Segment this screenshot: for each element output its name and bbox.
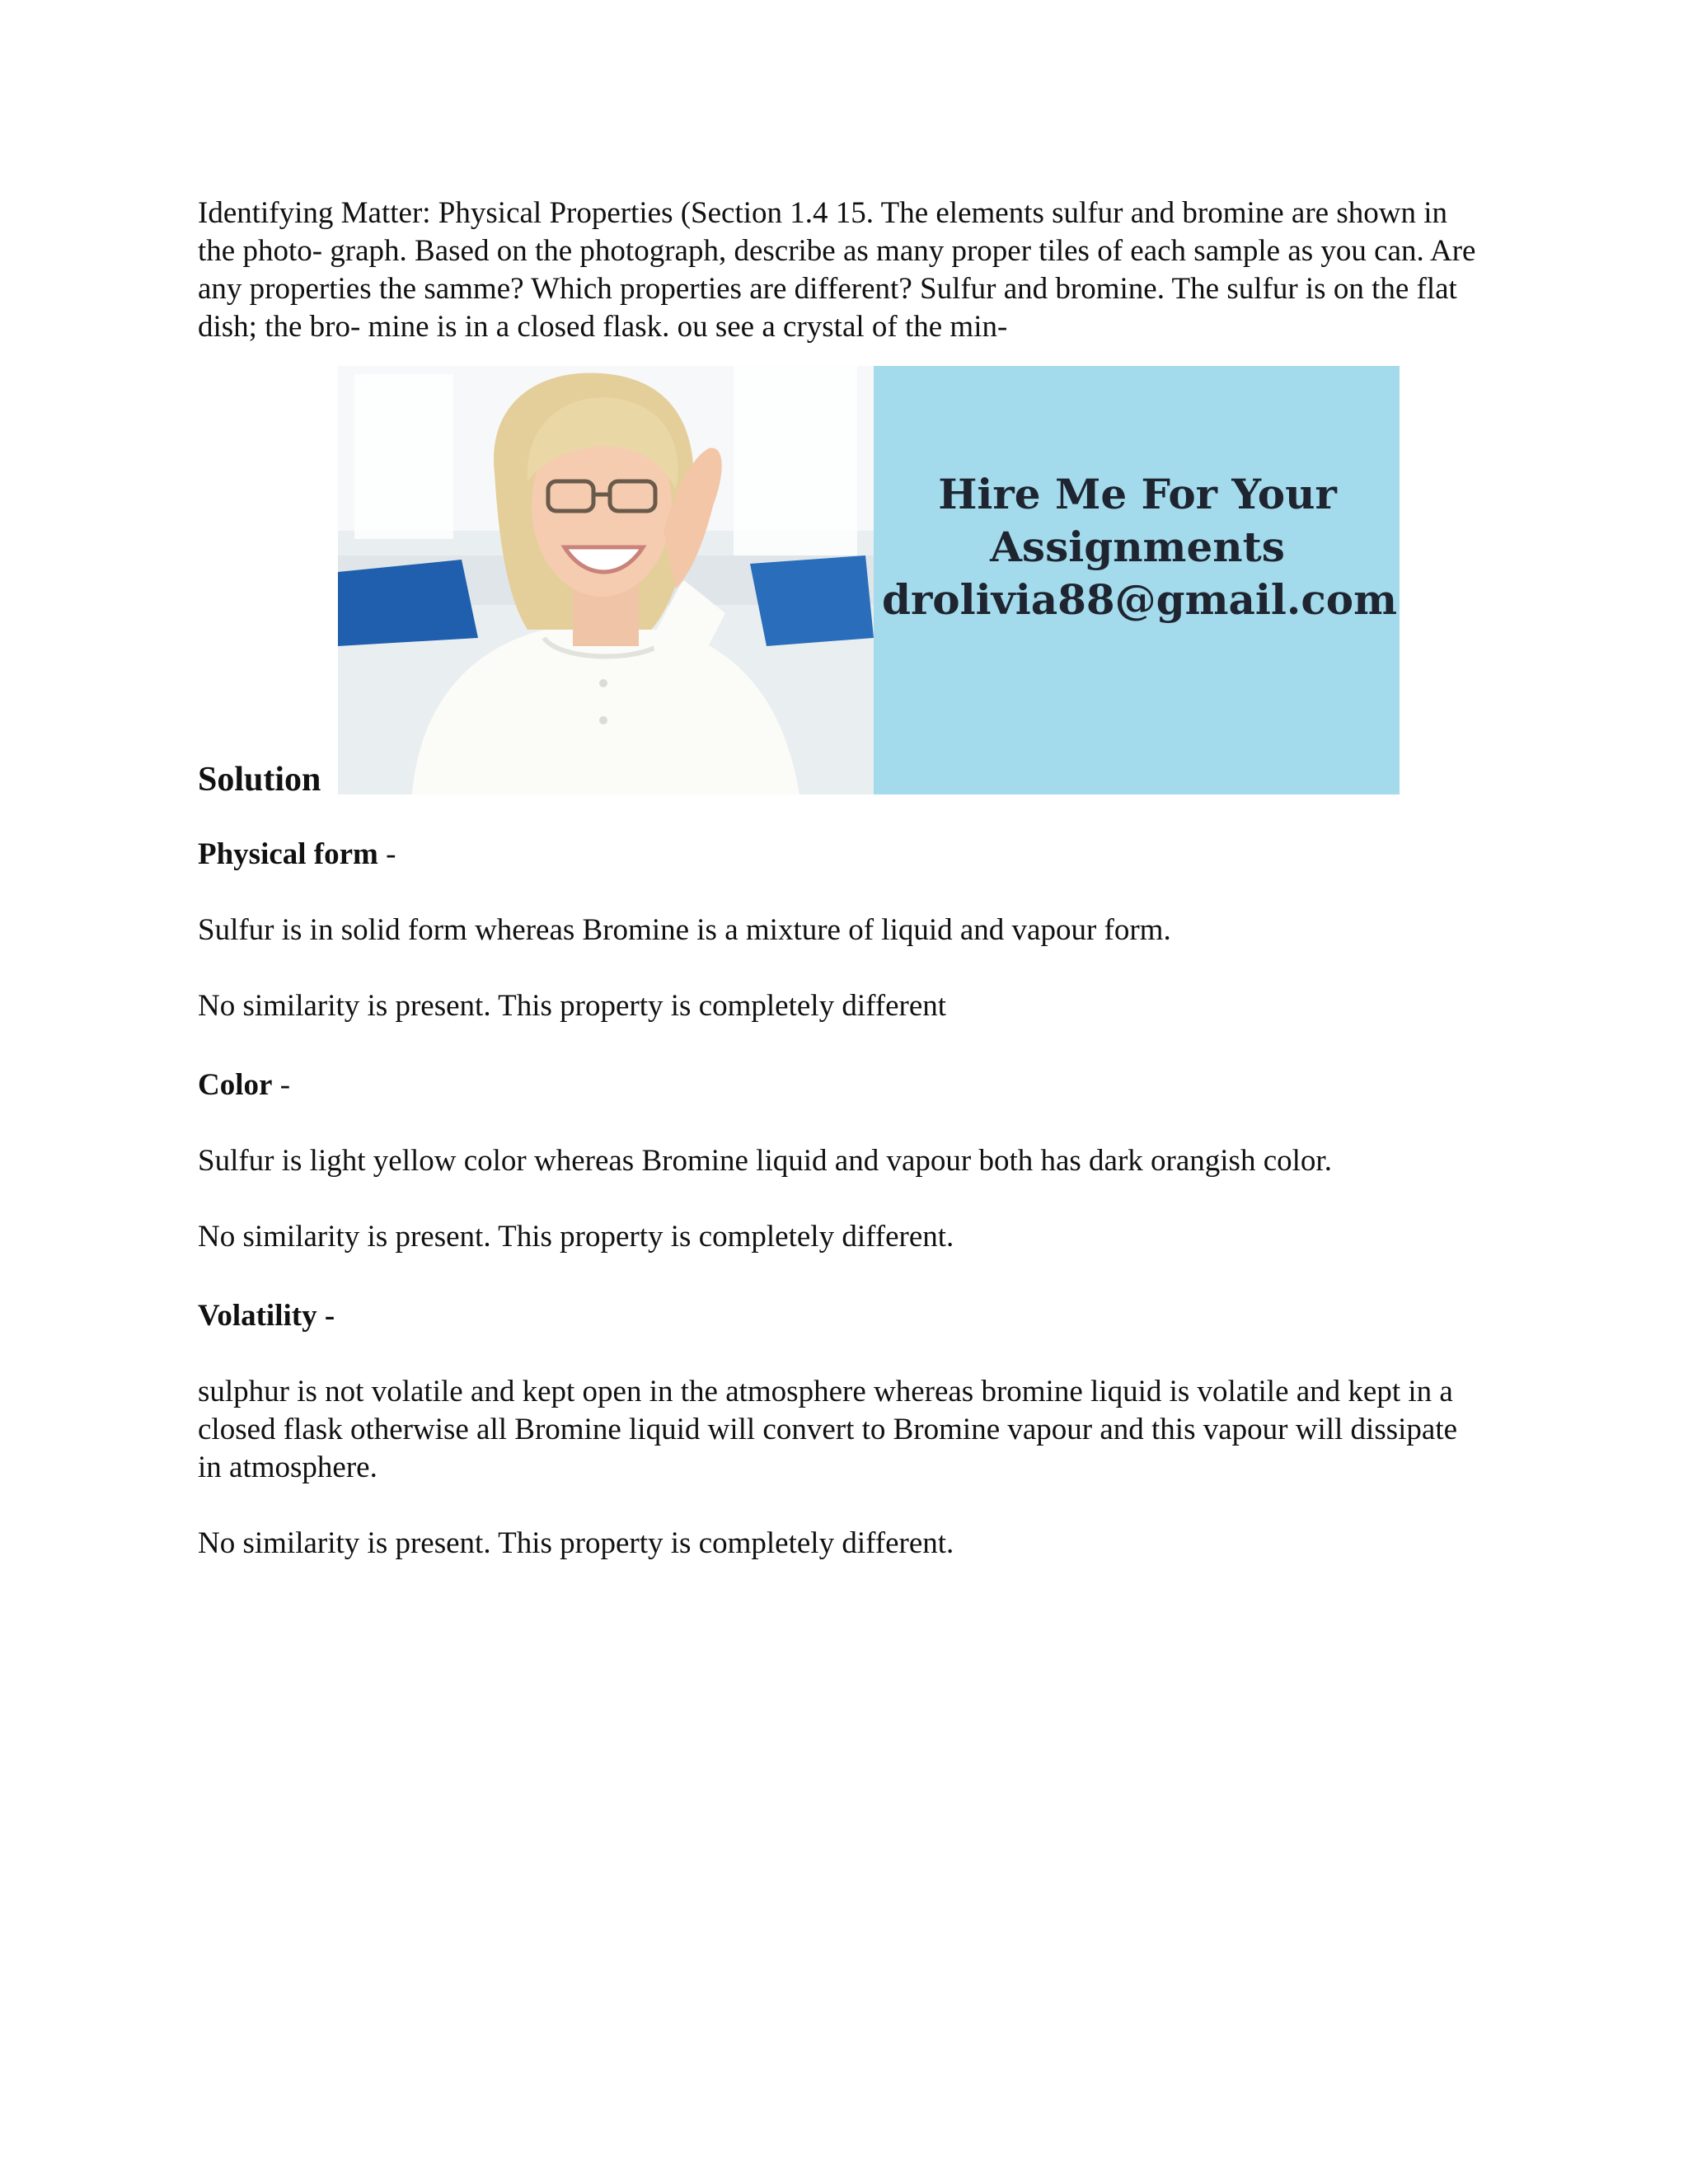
ad-line-hire: Hire Me For Your [938,470,1337,518]
paragraph: No similarity is present. This property is completely different [198,989,947,1023]
section-heading-volatility [198,1297,1484,1335]
section-dash: - [316,1299,335,1333]
ad-line-assignments: Assignments [990,523,1285,571]
advertisement-text [882,468,1398,626]
section-heading-physical-form [198,836,1484,874]
ad-email: drolivia88@gmail.com [882,575,1398,624]
solution-row [198,366,1484,799]
section-title: Volatility [198,1299,317,1333]
paragraph: No similarity is present. This property is completely different. [198,1220,954,1254]
paragraph: Sulfur is in solid form whereas Bromine is a mixture of liquid and vapour form. [198,913,1171,947]
woman-photo [338,366,874,794]
section-dash: - [377,837,396,871]
paragraph: No similarity is present. This property is completely different. [198,1526,954,1560]
paragraph: Sulfur is light yellow color whereas Bromine liquid and vapour both has dark orangish color. [198,1144,1332,1178]
section-heading-color [198,1066,1484,1104]
solution-heading: Solution [198,761,321,799]
section-title: Color [198,1068,273,1102]
advertisement-banner [338,366,1400,794]
section-dash: - [272,1068,291,1102]
document-page [198,194,1484,1563]
section-title: Physical form [198,837,378,871]
question-text: Identifying Matter: Physical Properties (Section 1.4 15. The elements sulfur and bromine are shown in the photo- graph. Based on the photograph, describe as many proper tiles of each sample as you can. Are any properties the samme? Which properties are different? Sulfur and bromine. The sulfur is on the flat dish; the bro- mine is in a closed flask. ou see a crystal of the min- [198,196,1476,344]
paragraph: sulphur is not volatile and kept open in the atmosphere whereas bromine liquid is volatile and kept in a closed flask otherwise all Bromine liquid will convert to Bromine vapour and this vapour will dissipate in atmosphere. [198,1375,1458,1484]
